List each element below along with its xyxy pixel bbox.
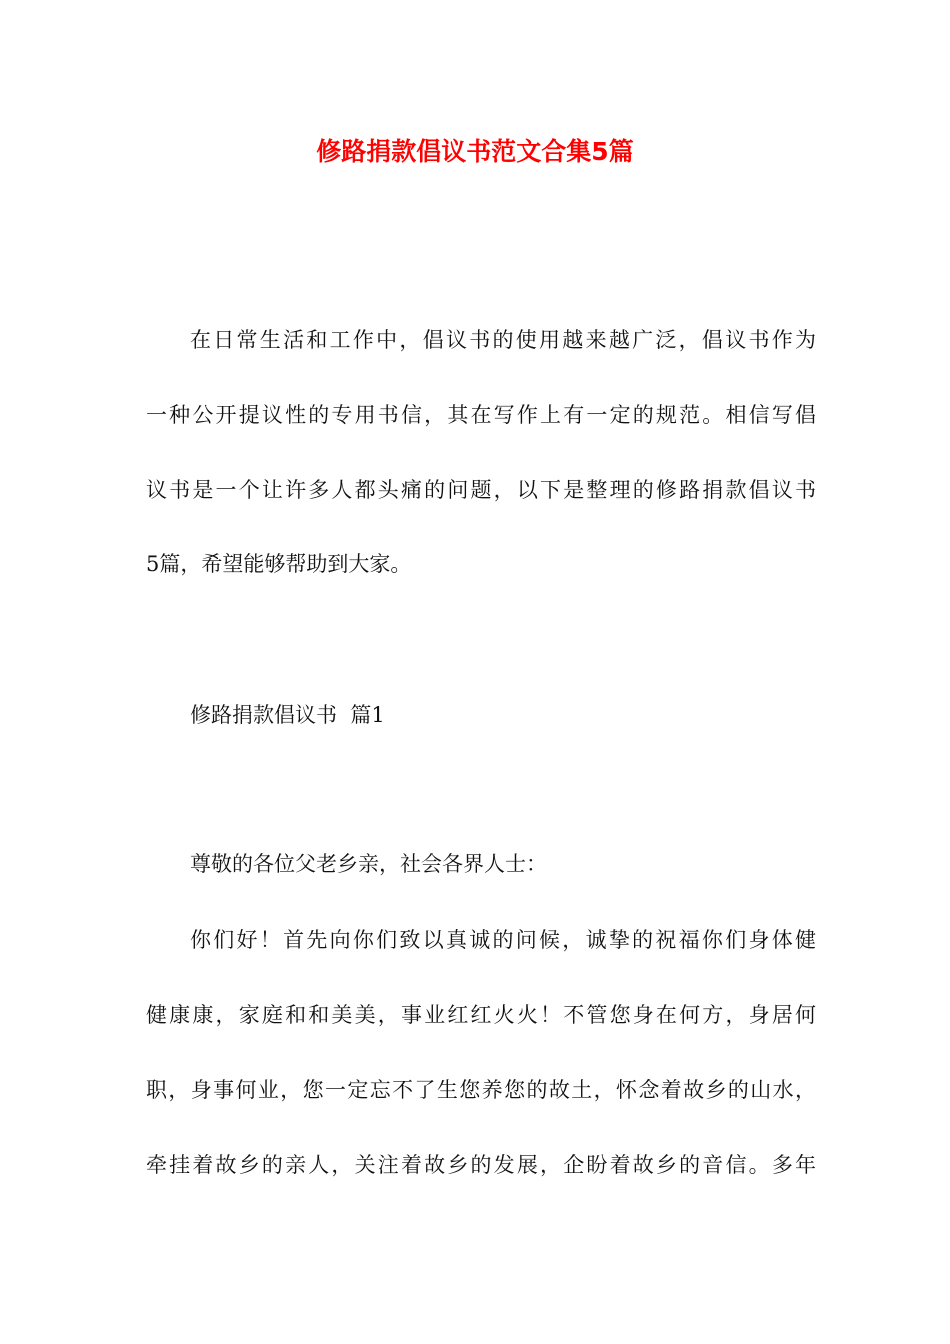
intro-line-2: 一种公开提议性的专用书信，其在写作上有一定的规范。相信写倡 <box>146 403 816 427</box>
body-line-3: 职，身事何业，您一定忘不了生您养您的故土，怀念着故乡的山水， <box>146 1078 816 1102</box>
intro-line-4: 5篇，希望能够帮助到大家。 <box>146 552 412 576</box>
intro-line-3: 议书是一个让许多人都头痛的问题，以下是整理的修路捐款倡议书 <box>146 478 816 502</box>
document-title: 修路捐款倡议书范文合集5篇 <box>316 137 634 166</box>
body-line-2: 健康康，家庭和和美美，事业红红火火！不管您身在何方，身居何 <box>146 1003 816 1027</box>
section-heading: 修路捐款倡议书 篇1 <box>190 703 385 727</box>
intro-line-1: 在日常生活和工作中，倡议书的使用越来越广泛，倡议书作为 <box>190 328 816 352</box>
body-line-4: 牵挂着故乡的亲人，关注着故乡的发展，企盼着故乡的音信。多年 <box>146 1153 816 1177</box>
body-line-1: 你们好！首先向你们致以真诚的问候，诚挚的祝福你们身体健 <box>190 928 816 952</box>
salutation: 尊敬的各位父老乡亲，社会各界人士： <box>190 852 547 876</box>
